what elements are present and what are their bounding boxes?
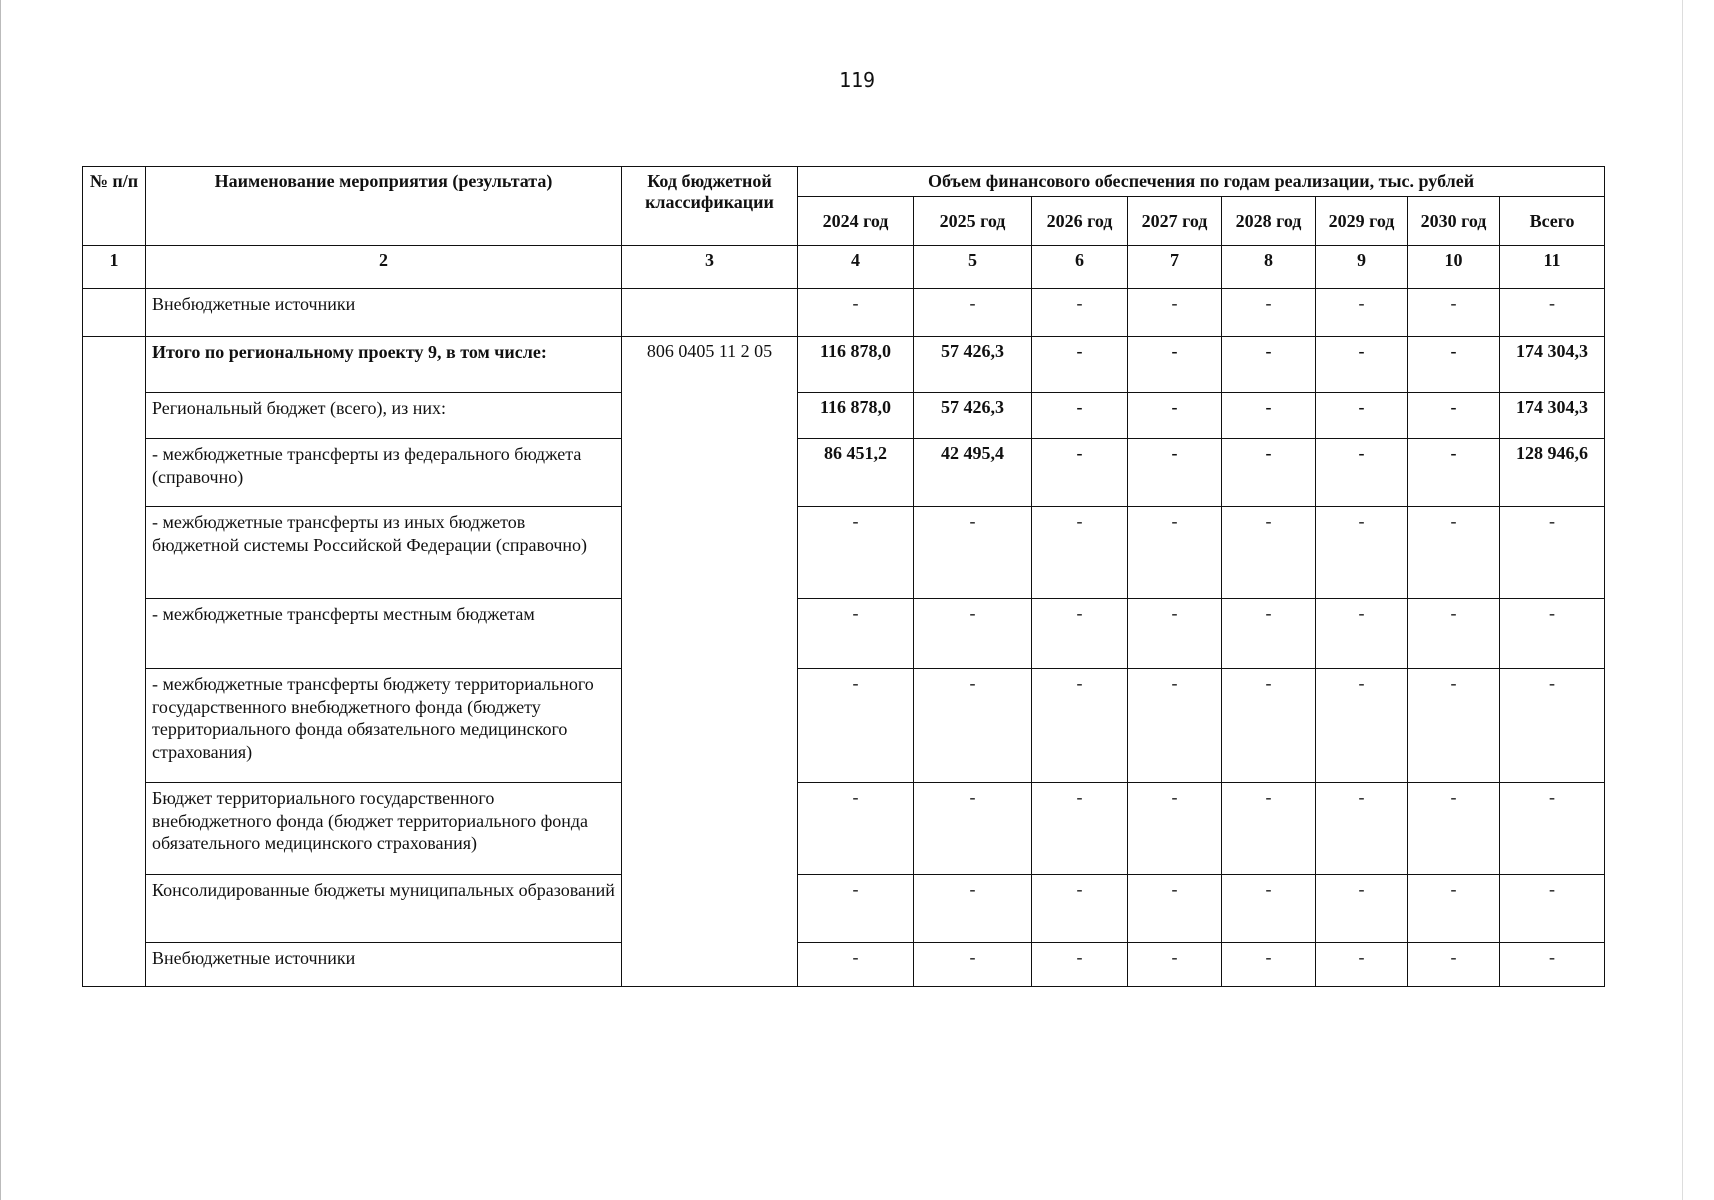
value-cell: -	[1032, 599, 1128, 669]
value-cell: -	[914, 289, 1032, 337]
value-cell: -	[1316, 875, 1408, 943]
value-cell: -	[1500, 507, 1605, 599]
table-row	[83, 439, 1605, 507]
value-cell: -	[1316, 507, 1408, 599]
row-name: Итого по региональному проекту 9, в том числе:	[146, 337, 622, 393]
table-row	[83, 669, 1605, 783]
value-cell: 42 495,4	[914, 439, 1032, 507]
row-name: - межбюджетные трансферты из федерального бюджета (справочно)	[146, 439, 622, 507]
value-cell: -	[1408, 783, 1500, 875]
header-year: 2024 год	[798, 197, 914, 246]
value-cell: -	[1316, 943, 1408, 987]
page-number: 119	[838, 68, 876, 92]
value-cell: -	[798, 669, 914, 783]
value-cell: -	[1128, 289, 1222, 337]
value-cell: -	[1128, 669, 1222, 783]
value-cell: 116 878,0	[798, 337, 914, 393]
value-cell: -	[1408, 337, 1500, 393]
column-number: 1	[83, 246, 146, 289]
value-cell: -	[1032, 875, 1128, 943]
value-cell: 86 451,2	[798, 439, 914, 507]
value-cell: -	[798, 783, 914, 875]
column-number: 4	[798, 246, 914, 289]
value-cell: 116 878,0	[798, 393, 914, 439]
header-year: 2026 год	[1032, 197, 1128, 246]
value-cell: -	[914, 507, 1032, 599]
value-cell: -	[1408, 393, 1500, 439]
table-row	[83, 289, 1605, 337]
value-cell: -	[1316, 337, 1408, 393]
table-row	[83, 943, 1605, 987]
value-cell: -	[1500, 669, 1605, 783]
header-year: 2025 год	[914, 197, 1032, 246]
header-year: 2028 год	[1222, 197, 1316, 246]
value-cell: -	[1316, 289, 1408, 337]
header-number: № п/п	[83, 167, 146, 246]
value-cell: 57 426,3	[914, 393, 1032, 439]
scan-edge-line	[1682, 0, 1683, 1200]
value-cell: -	[914, 875, 1032, 943]
value-cell: -	[1408, 507, 1500, 599]
value-cell: 128 946,6	[1500, 439, 1605, 507]
value-cell: -	[1222, 337, 1316, 393]
value-cell: -	[1128, 393, 1222, 439]
value-cell: -	[1408, 439, 1500, 507]
value-cell: -	[1222, 783, 1316, 875]
value-cell: -	[798, 875, 914, 943]
value-cell: 57 426,3	[914, 337, 1032, 393]
value-cell: 174 304,3	[1500, 393, 1605, 439]
table-row	[83, 507, 1605, 599]
row-name: Внебюджетные источники	[146, 943, 622, 987]
header-year: 2027 год	[1128, 197, 1222, 246]
value-cell: -	[1032, 669, 1128, 783]
value-cell: -	[1222, 507, 1316, 599]
table-row-total	[83, 337, 1605, 393]
value-cell: -	[1316, 393, 1408, 439]
value-cell: -	[1128, 439, 1222, 507]
column-numbers-row	[83, 246, 1605, 289]
value-cell: -	[914, 783, 1032, 875]
value-cell: -	[1128, 337, 1222, 393]
value-cell: -	[1222, 393, 1316, 439]
value-cell: -	[1032, 943, 1128, 987]
value-cell: -	[1408, 669, 1500, 783]
value-cell: -	[1032, 507, 1128, 599]
value-cell: -	[1316, 783, 1408, 875]
row-number-cell	[83, 337, 146, 987]
value-cell: -	[1128, 943, 1222, 987]
value-cell: -	[914, 599, 1032, 669]
value-cell: -	[1500, 599, 1605, 669]
value-cell: -	[1316, 599, 1408, 669]
value-cell: -	[1408, 289, 1500, 337]
header-year: 2030 год	[1408, 197, 1500, 246]
row-name: - межбюджетные трансферты бюджету территориального государственного внебюджетного фонда (бюджету территориального фонда обязательного медицинского страхования)	[146, 669, 622, 783]
value-cell: -	[1222, 289, 1316, 337]
value-cell: -	[798, 507, 914, 599]
value-cell: -	[1316, 439, 1408, 507]
value-cell: -	[914, 943, 1032, 987]
header-name: Наименование мероприятия (результата)	[146, 167, 622, 246]
table-row	[83, 599, 1605, 669]
value-cell: -	[1408, 875, 1500, 943]
row-name: - межбюджетные трансферты местным бюджетам	[146, 599, 622, 669]
value-cell: -	[1222, 875, 1316, 943]
row-code	[622, 289, 798, 337]
value-cell: -	[1032, 783, 1128, 875]
scan-margin-line	[0, 0, 1, 1200]
column-number: 9	[1316, 246, 1408, 289]
value-cell: -	[1128, 599, 1222, 669]
value-cell: -	[1500, 289, 1605, 337]
value-cell: -	[1128, 875, 1222, 943]
value-cell: -	[1222, 669, 1316, 783]
column-number: 7	[1128, 246, 1222, 289]
value-cell: -	[1222, 439, 1316, 507]
value-cell: -	[1408, 943, 1500, 987]
column-number: 8	[1222, 246, 1316, 289]
value-cell: -	[1032, 393, 1128, 439]
column-number: 11	[1500, 246, 1605, 289]
row-name: - межбюджетные трансферты из иных бюджетов бюджетной системы Российской Федерации (справочно)	[146, 507, 622, 599]
financing-table	[82, 166, 1605, 987]
value-cell: -	[1032, 337, 1128, 393]
value-cell: -	[1128, 783, 1222, 875]
table-row	[83, 393, 1605, 439]
value-cell: -	[798, 943, 914, 987]
value-cell: -	[1032, 439, 1128, 507]
value-cell: -	[1500, 875, 1605, 943]
header-volume: Объем финансового обеспечения по годам реализации, тыс. рублей	[798, 167, 1605, 197]
value-cell: -	[1500, 943, 1605, 987]
value-cell: -	[1500, 783, 1605, 875]
value-cell: -	[1032, 289, 1128, 337]
header-code: Код бюджетной классификации	[622, 167, 798, 246]
row-number-cell	[83, 289, 146, 337]
column-number: 2	[146, 246, 622, 289]
table-row	[83, 875, 1605, 943]
value-cell: -	[1222, 599, 1316, 669]
row-name: Региональный бюджет (всего), из них:	[146, 393, 622, 439]
row-name: Консолидированные бюджеты муниципальных образований	[146, 875, 622, 943]
column-number: 6	[1032, 246, 1128, 289]
value-cell: -	[1316, 669, 1408, 783]
header-year: 2029 год	[1316, 197, 1408, 246]
value-cell: 174 304,3	[1500, 337, 1605, 393]
value-cell: -	[1222, 943, 1316, 987]
value-cell: -	[798, 599, 914, 669]
row-name: Бюджет территориального государственного внебюджетного фонда (бюджет территориального фонда обязательного медицинского страхования)	[146, 783, 622, 875]
row-code: 806 0405 11 2 05	[622, 337, 798, 987]
table-row	[83, 783, 1605, 875]
value-cell: -	[914, 669, 1032, 783]
value-cell: -	[1128, 507, 1222, 599]
value-cell: -	[1408, 599, 1500, 669]
column-number: 10	[1408, 246, 1500, 289]
column-number: 3	[622, 246, 798, 289]
row-name: Внебюджетные источники	[146, 289, 622, 337]
header-row-1	[83, 167, 1605, 197]
value-cell: -	[798, 289, 914, 337]
column-number: 5	[914, 246, 1032, 289]
header-total: Всего	[1500, 197, 1605, 246]
